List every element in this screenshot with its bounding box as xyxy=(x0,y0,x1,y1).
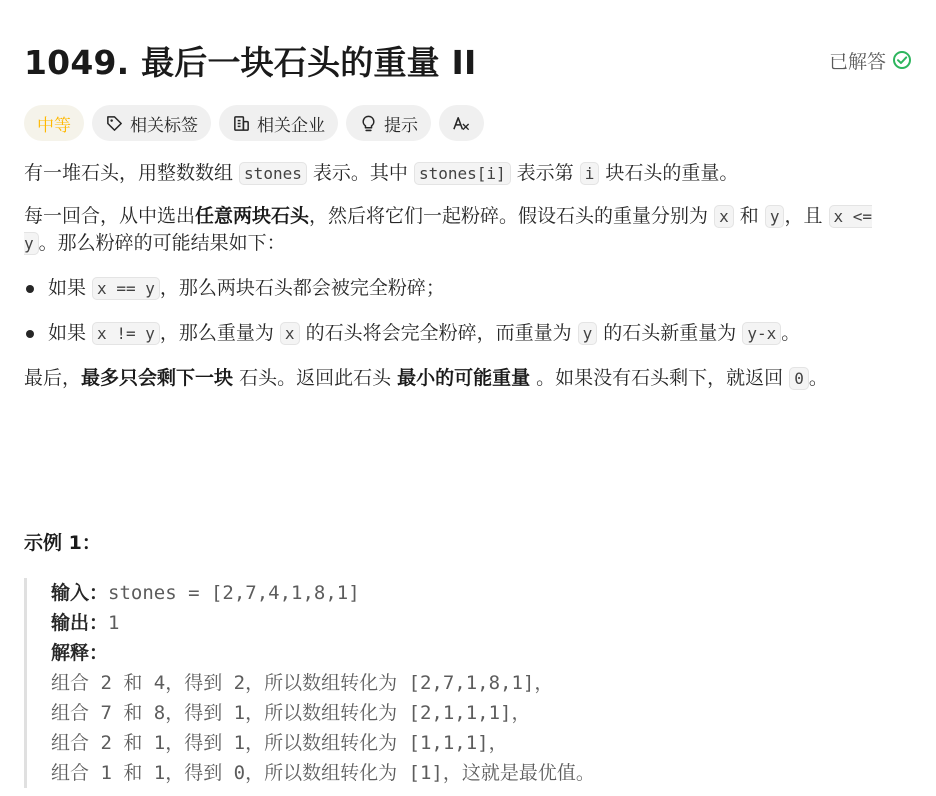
translate-icon xyxy=(452,114,471,133)
hints-label: 提示 xyxy=(384,115,418,136)
solved-label: 已解答 xyxy=(828,50,886,73)
bold-text: 最多只会剩下一块 xyxy=(81,367,234,389)
explain-line: 组合 1 和 1，得到 0，所以数组转化为 [1]，这就是最优值。 xyxy=(51,762,595,784)
problem-title[interactable]: 1049. 最后一块石头的重量 II xyxy=(24,42,477,82)
text: 。 xyxy=(781,322,801,344)
solved-status xyxy=(829,47,912,74)
output-label: 输出： xyxy=(51,612,109,634)
inline-code: x == y xyxy=(92,277,160,300)
check-circle-icon xyxy=(892,50,912,70)
related-tags-button[interactable] xyxy=(92,105,211,141)
inline-code: x xyxy=(280,322,300,345)
text: 和 xyxy=(733,205,765,227)
explain-label: 解释： xyxy=(51,642,109,664)
list-item xyxy=(24,320,912,347)
bold-text: 最小的可能重量 xyxy=(397,367,531,389)
inline-code: y xyxy=(578,322,598,345)
tag-icon xyxy=(105,114,124,133)
explain-line: 组合 2 和 4，得到 2，所以数组转化为 [2,7,1,8,1]， xyxy=(51,672,554,694)
inline-code: x xyxy=(714,205,734,228)
inline-code: i xyxy=(580,162,600,185)
output-value: 1 xyxy=(108,612,120,634)
example-output xyxy=(51,608,595,638)
hints-button[interactable] xyxy=(346,105,431,141)
lightbulb-icon xyxy=(359,114,378,133)
example-title: 示例 1： xyxy=(24,532,101,554)
description-paragraph-3 xyxy=(24,365,912,392)
inline-code: x != y xyxy=(92,322,160,345)
difficulty-badge[interactable]: 中等 xyxy=(24,105,84,141)
text: 表示。其中 xyxy=(306,162,414,184)
inline-code: y xyxy=(765,205,785,228)
text: 的石头新重量为 xyxy=(597,322,743,344)
text: 块石头的重量。 xyxy=(599,162,739,184)
related-companies-label: 相关企业 xyxy=(257,115,325,136)
text: 如果 xyxy=(48,322,93,344)
example-explain xyxy=(51,638,595,668)
text: 有一堆石头，用整数数组 xyxy=(24,162,240,184)
description-paragraph-1 xyxy=(24,160,912,187)
building-icon xyxy=(232,114,251,133)
explain-line: 组合 7 和 8，得到 1，所以数组转化为 [2,1,1,1]， xyxy=(51,702,531,724)
inline-code: x <= y xyxy=(24,207,873,253)
inline-code: y-x xyxy=(742,322,781,345)
text: ，然后将它们一起粉碎。假设石头的重量分别为 xyxy=(309,205,715,227)
bold-text: 任意两块石头 xyxy=(195,205,310,227)
explain-line: 组合 2 和 1，得到 1，所以数组转化为 [1,1,1]， xyxy=(51,732,508,754)
inline-code: stones[i] xyxy=(414,162,511,185)
text: 表示第 xyxy=(510,162,580,184)
related-tags-label: 相关标签 xyxy=(130,115,198,136)
problem-description xyxy=(24,160,912,408)
translate-button[interactable] xyxy=(439,105,484,141)
tag-bar xyxy=(24,105,484,141)
text: ，那么重量为 xyxy=(159,322,280,344)
input-value: stones = [2,7,4,1,8,1] xyxy=(108,582,360,604)
text: 的石头将会完全粉碎，而重量为 xyxy=(299,322,578,344)
text: 最后， xyxy=(24,367,82,389)
title-row xyxy=(24,36,912,84)
outcome-list xyxy=(24,275,912,347)
input-label: 输入： xyxy=(51,582,109,604)
text: 。 xyxy=(808,367,828,389)
related-companies-button[interactable] xyxy=(219,105,338,141)
text: 。如果没有石头剩下，就返回 xyxy=(530,367,790,389)
description-paragraph-2 xyxy=(24,203,912,257)
text: 如果 xyxy=(48,277,93,299)
text: ，且 xyxy=(784,205,829,227)
text: 石头。返回此石头 xyxy=(233,367,398,389)
text: 每一回合，从中选出 xyxy=(24,205,196,227)
example-input xyxy=(51,578,595,608)
inline-code: 0 xyxy=(789,367,809,390)
list-item xyxy=(24,275,912,302)
text: 。那么粉碎的可能结果如下： xyxy=(38,232,286,254)
example-block xyxy=(24,578,595,788)
text: ，那么两块石头都会被完全粉碎； xyxy=(159,277,445,299)
inline-code: stones xyxy=(239,162,307,185)
